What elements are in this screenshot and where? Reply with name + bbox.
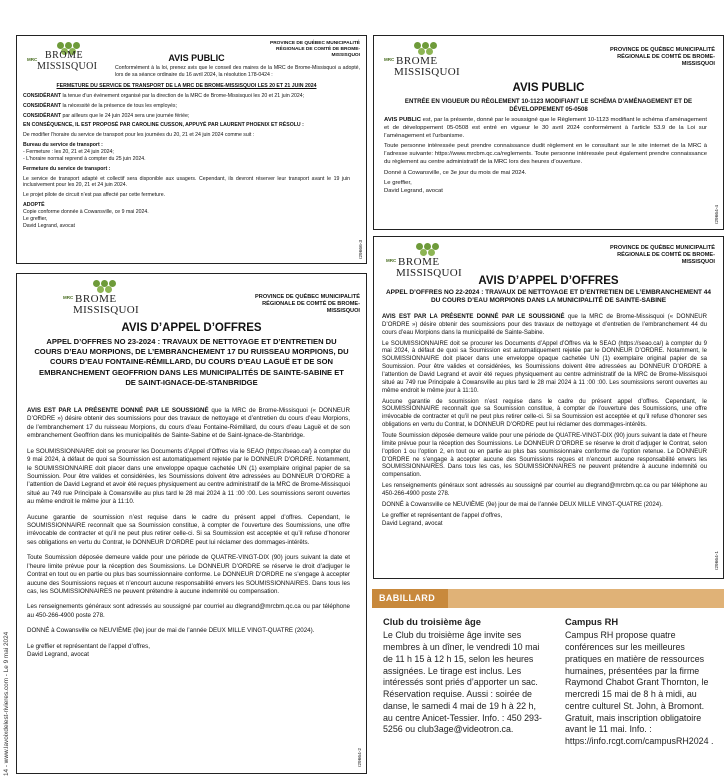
text: par ailleurs que le 24 juin 2024 sera une journée fériée; bbox=[61, 112, 190, 119]
line: - L’horaire normal reprend à compter du 25 juin 2024. bbox=[23, 155, 146, 162]
notice-transport-closure bbox=[16, 35, 367, 264]
notice-header: PROVINCE DE QUÉBEC MUNICIPALITÉ RÉGIONALE DE COMTÉ DE BROME-MISSISQUOI bbox=[610, 245, 715, 265]
text: que la MRC de Brome-Missisquoi (« DONNEUR D’ORDRE ») désire obtenir des soumissions pour des travaux de nettoyage et d’entretien de l’embranchement 44 du cours d’eau Morpions dans la municipalité de Sainte-Sabine. bbox=[382, 314, 707, 336]
paragraph: Donné à Cowansville, ce 3e jour du mois de mai 2024. bbox=[384, 169, 527, 176]
logo-mrc: MRC bbox=[384, 57, 395, 62]
notice-subtitle: ENTRÉE EN VIGUEUR DU RÈGLEMENT 10-1123 MODIFIANT LE SCHÉMA D’AMÉNAGEMENT ET DE DÉVELOPPEMENT 05-0508 bbox=[404, 98, 693, 113]
babillard-tab: BABILLARD bbox=[372, 589, 448, 608]
mrc-logo bbox=[27, 42, 113, 82]
notice-body bbox=[382, 314, 707, 531]
paragraph: Toute Soumission déposée demeure valide pour une période de QUATRE-VINGT-DIX (90) jours suivant la date et l’heure limite prévue pour la réception des Soumissions. Le DONNEUR D’ORDRE se réserve le droit d’adjuger le Contrat en tout ou en partie ou plus bas soumissionnaire conforme. Le DONNEUR D’ORDRE ne s’engage à accepter aucune des Soumissions reçues et n’encourt aucune responsabilité envers les SOUMISSIONNAIRES. Dans tous les cas, les SOUMISSIONNAIRES ne peuvent prétendre à aucune indemnité ou compensation. bbox=[27, 554, 350, 596]
signature: David Legrand, avocat bbox=[384, 188, 443, 195]
item-title: Club du troisième âge bbox=[383, 616, 481, 627]
line: - Fermeture : les 20, 21 et 24 juin 2024; bbox=[23, 149, 114, 156]
notice-tender-22 bbox=[373, 236, 724, 579]
notice-body bbox=[23, 83, 350, 233]
signature: David Legrand, avocat bbox=[27, 651, 89, 659]
clerk-title: Le greffier, bbox=[384, 180, 412, 187]
text: la tenue d’un événement organisé par la direction de la MRC de Brome-Missisquoi les 20 et 21 juin 2024; bbox=[61, 92, 305, 99]
paragraph: Toute Soumission déposée demeure valide pour une période de QUATRE-VINGT-DIX (90) jours suivant la date et l’heure limite prévue pour la réception des Soumissions. Le DONNEUR D’ORDRE se réserve le droit d’adjuger le Contrat, selon l’option 1 ou l’option 2, en tout ou en partie au plus bas soumissionnaire conforme de l’option retenue. Le DONNEUR D’ORDRE ne s’engage à accepter aucune des Soumissions reçues et n’encourt aucune responsabilité envers les SOUMISSIONNAIRES. Dans tous les cas, les SOUMISSIONNAIRES ne peuvent prétendre à aucune indemnité ou compensation. bbox=[382, 433, 707, 479]
line: Le projet pilote de circuit n’est pas affecté par cette fermeture. bbox=[23, 192, 166, 199]
logo-missisquoi: MISSISQUOI bbox=[73, 304, 139, 316]
paragraph: DONNÉ à Cowansville ce NEUVIÈME (9e) jour de mai de l’année DEUX MILLE VINGT-QUATRE (2024). bbox=[382, 501, 663, 508]
paragraph: Le SOUMISSIONNAIRE doit se procurer les Documents d’Appel d’Offres via le SEAO (https://seao.ca/) à compter du 9 mai 2024, à défaut de quoi sa Soumission est automatiquement rejetée par le DONNEUR D’ORDRE. Notamment, le SOUMISSIONNAIRE doit placer dans une enveloppe opaque cachetée UN (1) exemplaire original papier de sa Soumission. Pour être valides et considérées, les Soumissions doivent être adressées au DONNEUR D’ORDRE à l’attention de David Legrand et avoir été reçues physiquement au centre administratif de la MRC de Brome-Missisquoi situé au 749 rue Principale à Cowansville au plus tard le 28 mai 2024 à 11 :00 :00. Les soumissions seront ouvertes au même endroit le même jour à 11:10. bbox=[382, 340, 707, 394]
notice-header: PROVINCE DE QUÉBEC MUNICIPALITÉ RÉGIONALE DE COMTÉ DE BROME-MISSISQUOI bbox=[610, 47, 715, 67]
paragraph: Le SOUMISSIONNAIRE doit se procurer les Documents d’Appel d’Offres via le SEAO (https://seao.ca/) à compter du 9 mai 2024, à défaut de quoi sa Soumission est automatiquement rejetée par le DONNEUR D’ORDRE. Notamment, le SOUMISSIONNAIRE doit placer dans une enveloppe opaque cachetée UN (1) exemplaire original papier de sa Soumission. Pour être valides et considérées, les Soumissions doivent être adressées au DONNEUR D’ORDRE à l’attention de David Legrand et avoir été reçues physiquement au centre administratif de la MRC de Brome-Missisquoi situé au 749 rue Principale à Cowansville au plus tard le 28 mai 2024 à 11 :00 :00. Les soumissions seront ouvertes au même endroit le même jour à 11:10. bbox=[27, 447, 350, 506]
subhead: Fermeture du service de transport : bbox=[23, 165, 111, 172]
notice-title: AVIS D’APPEL D’OFFRES bbox=[121, 322, 262, 334]
label: CONSIDÉRANT bbox=[23, 112, 62, 119]
babillard-item-club bbox=[383, 616, 543, 736]
clerk-title: Le greffier, bbox=[23, 215, 48, 222]
paragraph: Les renseignements généraux sont adressés au soussigné par courriel au dlegrand@mrcbm.qc.ca ou par téléphone au 450-266-4900 poste 278. bbox=[27, 603, 350, 619]
item-body: Campus RH propose quatre conférences sur les meilleures pratiques en matière de ressources humaines, présentées par la firme Raymond Chabot Grant Thornton, le mercredi 15 mai de 8 h à midi, au centre culturel St. John, à Bromont. Gratuit, mais inscription obligatoire avant le 11 mai. Info. : https://info.rcgt.com/campusRH2024 . bbox=[565, 630, 714, 747]
page-footer: 14 - www.lavoixdelest-rivieres.com - Le 9 mai 2024 bbox=[3, 631, 10, 776]
logo-brome: BROME bbox=[45, 50, 84, 61]
notice-title: AVIS D’APPEL D’OFFRES bbox=[478, 275, 619, 287]
subhead: Bureau du service de transport : bbox=[23, 142, 103, 149]
notice-code: r29664-1 bbox=[715, 550, 720, 570]
paragraph: Les renseignements généraux sont adressés au soussigné par courriel au dlegrand@mrcbm.qc.ca ou par téléphone au 450-266-4900 poste 278. bbox=[382, 483, 707, 498]
notice-regulation bbox=[373, 35, 724, 230]
logo-missisquoi: MISSISQUOI bbox=[394, 66, 460, 78]
text: que la MRC de Brome-Missisquoi (« DONNEUR D’ORDRE ») désire obtenir des soumissions pour des travaux de nettoyage et d’entretien du cours d’eau Morpions, de l’embranchement 17 du ruisseau Morpions, du cours d’eau Fontaine-Rémillard, du cours d’eau Laguë et de son embranchement Geoffrion dans les municipalités de Sainte-Sabine et de Saint-Ignace-de-Stanbridge. bbox=[27, 407, 350, 440]
notice-intro: Conformément à la loi, prenez avis que le conseil des maires de la MRC de Brome-Missisquoi a adopté, lors de sa séance ordinaire du 16 avril 2024, la résolution 178-0424 : bbox=[115, 65, 360, 78]
notice-code: r29666-3 bbox=[359, 239, 364, 259]
copy: Copie conforme donnée à Cowansville, ce 9 mai 2024. bbox=[23, 209, 149, 216]
logo-mrc: MRC bbox=[63, 295, 74, 300]
signature: David Legrand, avocat bbox=[23, 222, 75, 229]
paragraph: Aucune garantie de soumission n’est requise dans le cadre du présent appel d’offres. Cependant, le SOUMISSIONNAIRE reconnaît que sa Soumission constitue, à compter de l’ouverture des Soumissions, une offre irrévocable de contracter et qu’il ne peut plus retirer celle-ci. Si sa Soumission est acceptée et qu’il refuse d’honorer ses obligations en vertu du Contrat, le DONNEUR D’ORDRE peut lui réclamer des dommages-intérêts. bbox=[27, 513, 350, 546]
logo-brome: BROME bbox=[75, 293, 117, 305]
label: CONSIDÉRANT bbox=[23, 102, 62, 109]
logo-missisquoi: MISSISQUOI bbox=[37, 61, 98, 72]
notice-tender-23 bbox=[16, 273, 367, 774]
notice-title: AVIS PUBLIC bbox=[512, 82, 585, 94]
notice-body bbox=[384, 117, 707, 199]
notice-heading: FERMETURE DU SERVICE DE TRANSPORT DE LA MRC DE BROME-MISSISQUOI LES 20 ET 21 JUIN 2024 bbox=[56, 83, 317, 89]
babillard-item-campus bbox=[565, 616, 720, 748]
adopted: ADOPTÉ bbox=[23, 202, 45, 209]
notice-subtitle: APPEL D’OFFRES NO 22-2024 : TRAVAUX DE NETTOYAGE ET D’ENTRETIEN DE L’EMBRANCHEMENT 44 DU COURS D’EAU MORPIONS DANS LA MUNICIPALITÉ DE SAINTE-SABINE bbox=[385, 289, 712, 305]
label: AVIS EST PAR LA PRÉSENTE DONNÉ PAR LE SOUSSIGNÉ bbox=[27, 407, 209, 414]
item-body: Le Club du troisième âge invite ses membres à un dîner, le vendredi 10 mai de 11 h 15 à 12 h 15, selon les heures assignées. Le tirage est inclus. Les intéressés sont priés d’apporter un sac. Réservation requise. Aussi : soirée de danse, le samedi 4 mai de 19 h à 22 h, au centre Anicet-Tessier. Info. : 450 293-5256 ou club3age@videotron.ca. bbox=[383, 630, 542, 735]
signature: David Legrand, avocat bbox=[382, 520, 443, 527]
clerk-title: Le greffier et représentant de l’appel d’offres, bbox=[27, 642, 150, 650]
notice-title: AVIS PUBLIC bbox=[168, 53, 225, 63]
notice-code: r29664-2 bbox=[358, 747, 363, 767]
notice-body bbox=[27, 407, 350, 663]
resolved: De modifier l’horaire du service de transport pour les journées du 20, 21 et 24 juin 2024 comme suit : bbox=[23, 132, 255, 139]
logo-missisquoi: MISSISQUOI bbox=[396, 267, 462, 279]
logo-brome: BROME bbox=[398, 256, 440, 268]
label: AVIS EST PAR LA PRÉSENTE DONNÉ PAR LE SOUSSIGNÉ bbox=[382, 314, 565, 320]
label: AVIS PUBLIC bbox=[384, 117, 421, 123]
notice-subtitle: APPEL D’OFFRES NO 23-2024 : TRAVAUX DE NETTOYAGE ET D’ENTRETIEN DU COURS D’EAU MORPIONS, DE L’EMBRANCHEMENT 17 DU RUISSEAU MORPIONS, DU COURS D’EAU FONTAINE-RÉMILLARD, DU COURS D’EAU LAGUË ET DE SON EMBRANCHEMENT GEOFFRION DANS LES MUNICIPALITÉS DE SAINTE-SABINE ET DE SAINT-IGNACE-DE-STANBRIDGE bbox=[34, 337, 349, 387]
item-title: Campus RH bbox=[565, 616, 619, 627]
logo-mrc: MRC bbox=[386, 258, 397, 263]
clerk-title: Le greffier et représentant de l’appel d’offres, bbox=[382, 512, 503, 519]
mrc-logo bbox=[63, 280, 149, 320]
notice-header: PROVINCE DE QUÉBEC MUNICIPALITÉ RÉGIONALE DE COMTÉ DE BROME-MISSISQUOI bbox=[270, 41, 360, 58]
notice-code: r29664-4 bbox=[715, 204, 720, 224]
notice-header: PROVINCE DE QUÉBEC MUNICIPALITÉ RÉGIONALE DE COMTÉ DE BROME-MISSISQUOI bbox=[255, 294, 360, 314]
paragraph: Toute personne intéressée peut prendre connaissance dudit règlement en le consultant sur le site internet de la MRC à l’adresse suivante: https://www.mrcbm.qc.ca/reglements. Toute personne intéressée peut également prendre connaissance du règlement au centre administratif de la MRC lors des heures d’ouverture. bbox=[384, 143, 707, 165]
text: la nécessité de la présence de tous les employés; bbox=[61, 102, 177, 109]
logo-mrc: MRC bbox=[27, 57, 38, 62]
paragraph: DONNÉ à Cowansville ce NEUVIÈME (9e) jour de mai de l’année DEUX MILLE VINGT-QUATRE (2024). bbox=[27, 627, 315, 635]
label: CONSIDÉRANT bbox=[23, 92, 62, 99]
logo-brome: BROME bbox=[396, 55, 438, 67]
line: Le service de transport adapté et collectif sera disponible aux usagers. Cependant, ils devront réserver leur transport avant le 19 juin inclusivement pour les 20, 21 et 24 juin 2024. bbox=[23, 175, 350, 189]
proposed: EN CONSÉQUENCE, IL EST PROPOSÉ PAR CAROLINE CUSSON, APPUYÉ PAR LAURENT PHOENIX ET RÉSOLU : bbox=[23, 122, 304, 129]
text: est, par la présente, donné par le soussigné que le Règlement 10-1123 modifiant le schéma d’aménagement et de développement 05-0508 est entré en vigueur le 30 avril 2024 conformément à l’article 53.9 de la Loi sur l’aménagement et l’urbanisme. bbox=[384, 117, 707, 139]
mrc-logo bbox=[384, 42, 470, 82]
paragraph: Aucune garantie de soumission n’est requise dans le cadre du présent appel d’offres. Cependant, le SOUMISSIONNAIRE reconnaît que sa Soumission constitue, à compter de l’ouverture des Soumissions, une offre irrévocable de contracter et qu’il ne peut plus retirer celle-ci. Si sa Soumission est acceptée et qu’il refuse d’honorer ses obligations en vertu du Contrat, le DONNEUR D’ORDRE peut lui réclamer des dommages-intérêts. bbox=[382, 398, 707, 429]
